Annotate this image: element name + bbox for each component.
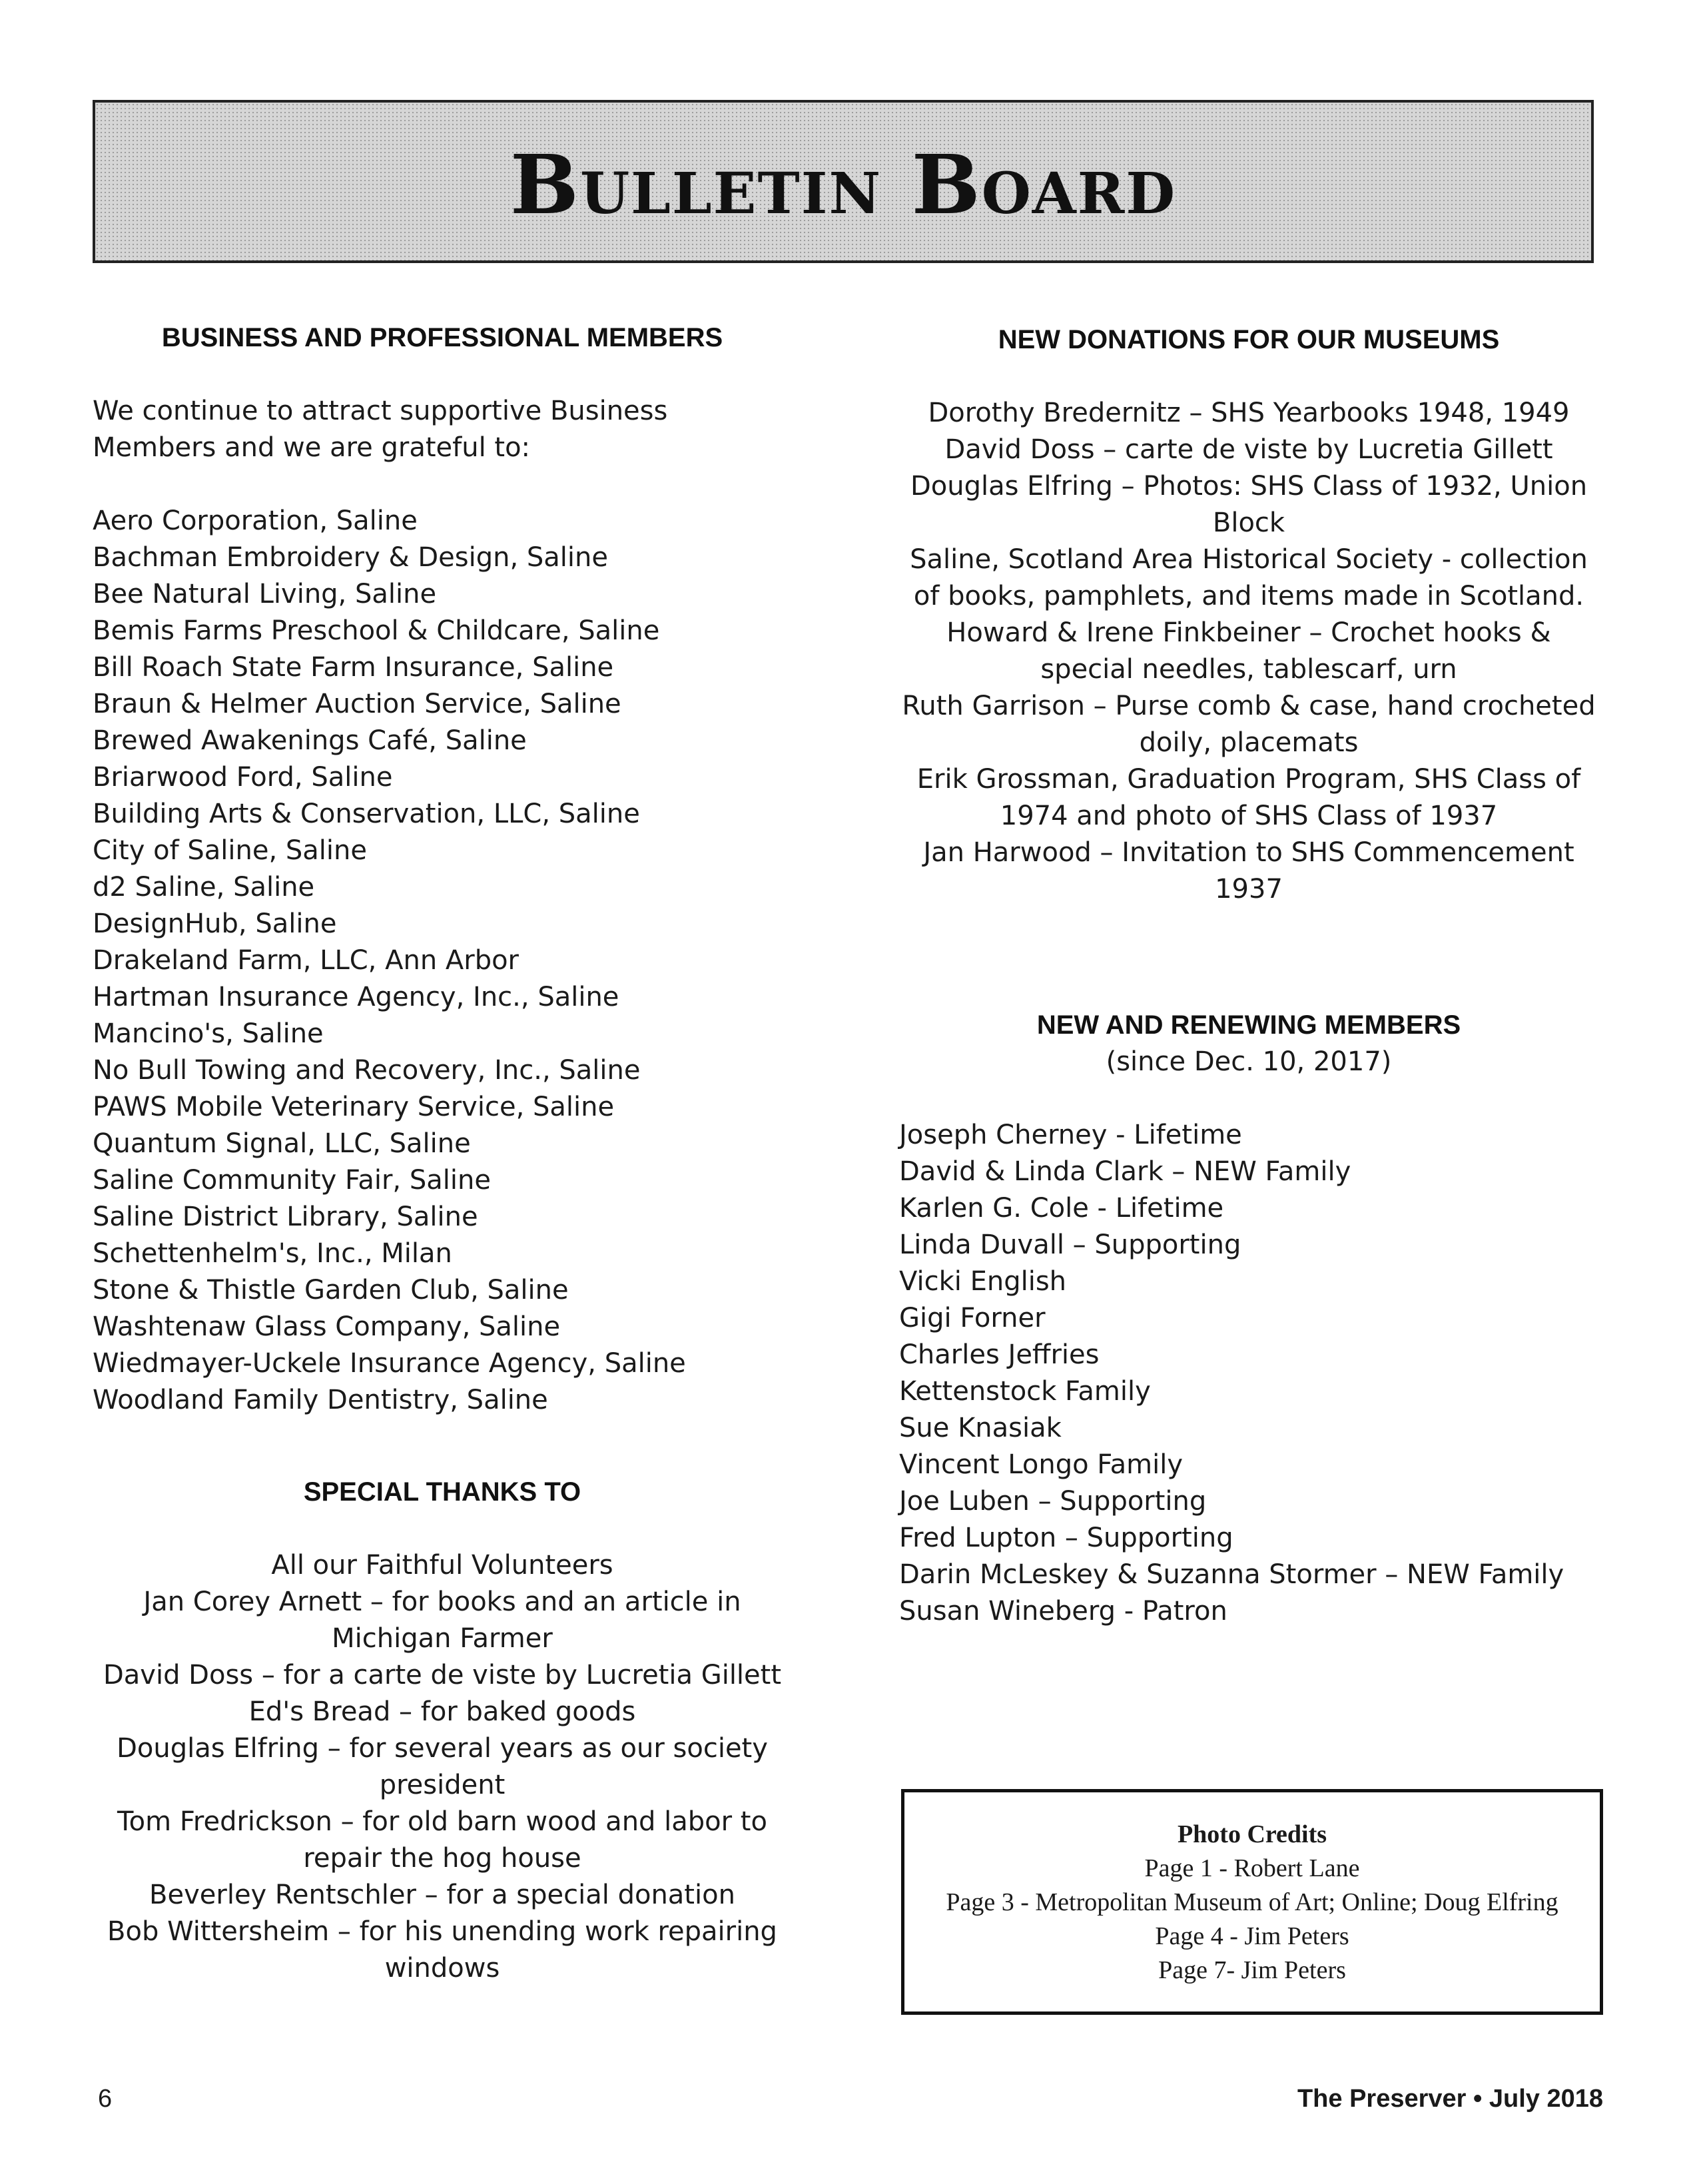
list-item: Bemis Farms Preschool & Childcare, Saline (93, 615, 660, 646)
list-item: Beverley Rentschler – for a special donation (149, 1880, 735, 1910)
list-item: Bee Natural Living, Saline (93, 579, 437, 609)
list-item: Quantum Signal, LLC, Saline (93, 1128, 471, 1159)
list-item: Ed's Bread – for baked goods (248, 1696, 636, 1727)
list-item: d2 Saline, Saline (93, 872, 315, 903)
donations-list (899, 395, 1598, 908)
new-members-heading: NEW AND RENEWING MEMBERS (1036, 1010, 1461, 1040)
list-item: Building Arts & Conservation, LLC, Saline (93, 799, 640, 829)
photo-credit-line: Page 7- Jim Peters (1158, 1956, 1346, 1984)
bulletin-board-banner (93, 100, 1594, 263)
banner-title: Bulletin Board (510, 136, 1177, 232)
list-item: Susan Wineberg - Patron (899, 1596, 1227, 1627)
list-item: Mancino's, Saline (93, 1018, 324, 1049)
list-item: Ruth Garrison – Purse comb & case, hand crocheted doily, placemats (902, 691, 1596, 758)
list-item: DesignHub, Saline (93, 909, 337, 939)
list-item: Tom Fredrickson – for old barn wood and labor to repair the hog house (117, 1806, 767, 1874)
list-item: Dorothy Bredernitz – SHS Yearbooks 1948, 1949 (928, 398, 1570, 428)
list-item: Sue Knasiak (899, 1413, 1062, 1443)
list-item: Joseph Cherney - Lifetime (899, 1120, 1242, 1150)
list-item: Douglas Elfring – for several years as our society president (117, 1733, 768, 1800)
list-item: Darin McLeskey & Suzanna Stormer – NEW Family (899, 1559, 1564, 1590)
list-item: All our Faithful Volunteers (271, 1550, 613, 1581)
list-item: Saline Community Fair, Saline (93, 1165, 491, 1196)
list-item: Saline District Library, Saline (93, 1202, 478, 1232)
list-item: David & Linda Clark – NEW Family (899, 1156, 1351, 1187)
business-members-list (93, 503, 792, 1419)
business-members-heading: BUSINESS AND PROFESSIONAL MEMBERS (161, 323, 723, 352)
new-members-list (899, 1117, 1598, 1630)
list-item: Bob Wittersheim – for his unending work repairing windows (107, 1916, 777, 1984)
list-item: Fred Lupton – Supporting (899, 1523, 1233, 1553)
special-thanks-list (93, 1547, 792, 1987)
list-item: Karlen G. Cole - Lifetime (899, 1193, 1224, 1224)
list-item: Erik Grossman, Graduation Program, SHS Class of 1974 and photo of SHS Class of 1937 (916, 764, 1581, 831)
list-item: Vincent Longo Family (899, 1449, 1183, 1480)
list-item: Schettenhelm's, Inc., Milan (93, 1238, 452, 1269)
list-item: No Bull Towing and Recovery, Inc., Saline (93, 1055, 641, 1086)
list-item: Howard & Irene Finkbeiner – Crochet hooks & special needles, tablescarf, urn (946, 617, 1551, 685)
special-thanks-section (93, 1474, 792, 1987)
list-item: Jan Corey Arnett – for books and an article in Michigan Farmer (143, 1587, 741, 1654)
list-item: Braun & Helmer Auction Service, Saline (93, 689, 621, 719)
list-item: David Doss – carte de viste by Lucretia Gillett (944, 434, 1553, 465)
business-members-section (93, 320, 792, 1419)
list-item: Kettenstock Family (899, 1376, 1151, 1407)
list-item: Woodland Family Dentistry, Saline (93, 1385, 548, 1415)
list-item: City of Saline, Saline (93, 835, 367, 866)
list-item: Vicki English (899, 1266, 1067, 1297)
list-item: Washtenaw Glass Company, Saline (93, 1311, 561, 1342)
list-item: Linda Duvall – Supporting (899, 1230, 1241, 1260)
list-item: Aero Corporation, Saline (93, 506, 418, 536)
list-item: PAWS Mobile Veterinary Service, Saline (93, 1092, 615, 1122)
photo-credit-line: Page 4 - Jim Peters (1155, 1922, 1349, 1950)
list-item: Drakeland Farm, LLC, Ann Arbor (93, 945, 519, 976)
new-members-section (899, 1007, 1598, 1630)
photo-credits-box (901, 1789, 1603, 2015)
list-item: Brewed Awakenings Café, Saline (93, 725, 527, 756)
list-item: Briarwood Ford, Saline (93, 762, 393, 793)
list-item: Jan Harwood – Invitation to SHS Commencement 1937 (923, 837, 1574, 905)
new-members-subheading: (since Dec. 10, 2017) (1106, 1046, 1392, 1077)
list-item: Charles Jeffries (899, 1339, 1100, 1370)
special-thanks-heading: SPECIAL THANKS TO (303, 1477, 581, 1507)
list-item: Bachman Embroidery & Design, Saline (93, 542, 608, 573)
list-item: Stone & Thistle Garden Club, Saline (93, 1275, 569, 1305)
donations-section (899, 322, 1598, 908)
list-item: David Doss – for a carte de viste by Lucretia Gillett (103, 1660, 782, 1690)
list-item: Joe Luben – Supporting (899, 1486, 1207, 1517)
page-number: 6 (98, 2085, 113, 2113)
photo-credit-line: Page 1 - Robert Lane (1144, 1854, 1360, 1882)
publication-footer: The Preserver • July 2018 (1297, 2085, 1603, 2113)
list-item: Gigi Forner (899, 1303, 1046, 1333)
photo-credits-title: Photo Credits (1177, 1820, 1327, 1848)
list-item: Hartman Insurance Agency, Inc., Saline (93, 982, 619, 1012)
business-intro: We continue to attract supportive Business Members and we are grateful to: (93, 396, 668, 463)
list-item: Bill Roach State Farm Insurance, Saline (93, 652, 614, 683)
donations-heading: NEW DONATIONS FOR OUR MUSEUMS (998, 325, 1500, 354)
list-item: Saline, Scotland Area Historical Society - collection of books, pamphlets, and items made in Scotland. (910, 544, 1588, 611)
list-item: Wiedmayer-Uckele Insurance Agency, Saline (93, 1348, 686, 1379)
photo-credit-line: Page 3 - Metropolitan Museum of Art; Online; Doug Elfring (946, 1888, 1558, 1916)
list-item: Douglas Elfring – Photos: SHS Class of 1932, Union Block (910, 471, 1588, 538)
